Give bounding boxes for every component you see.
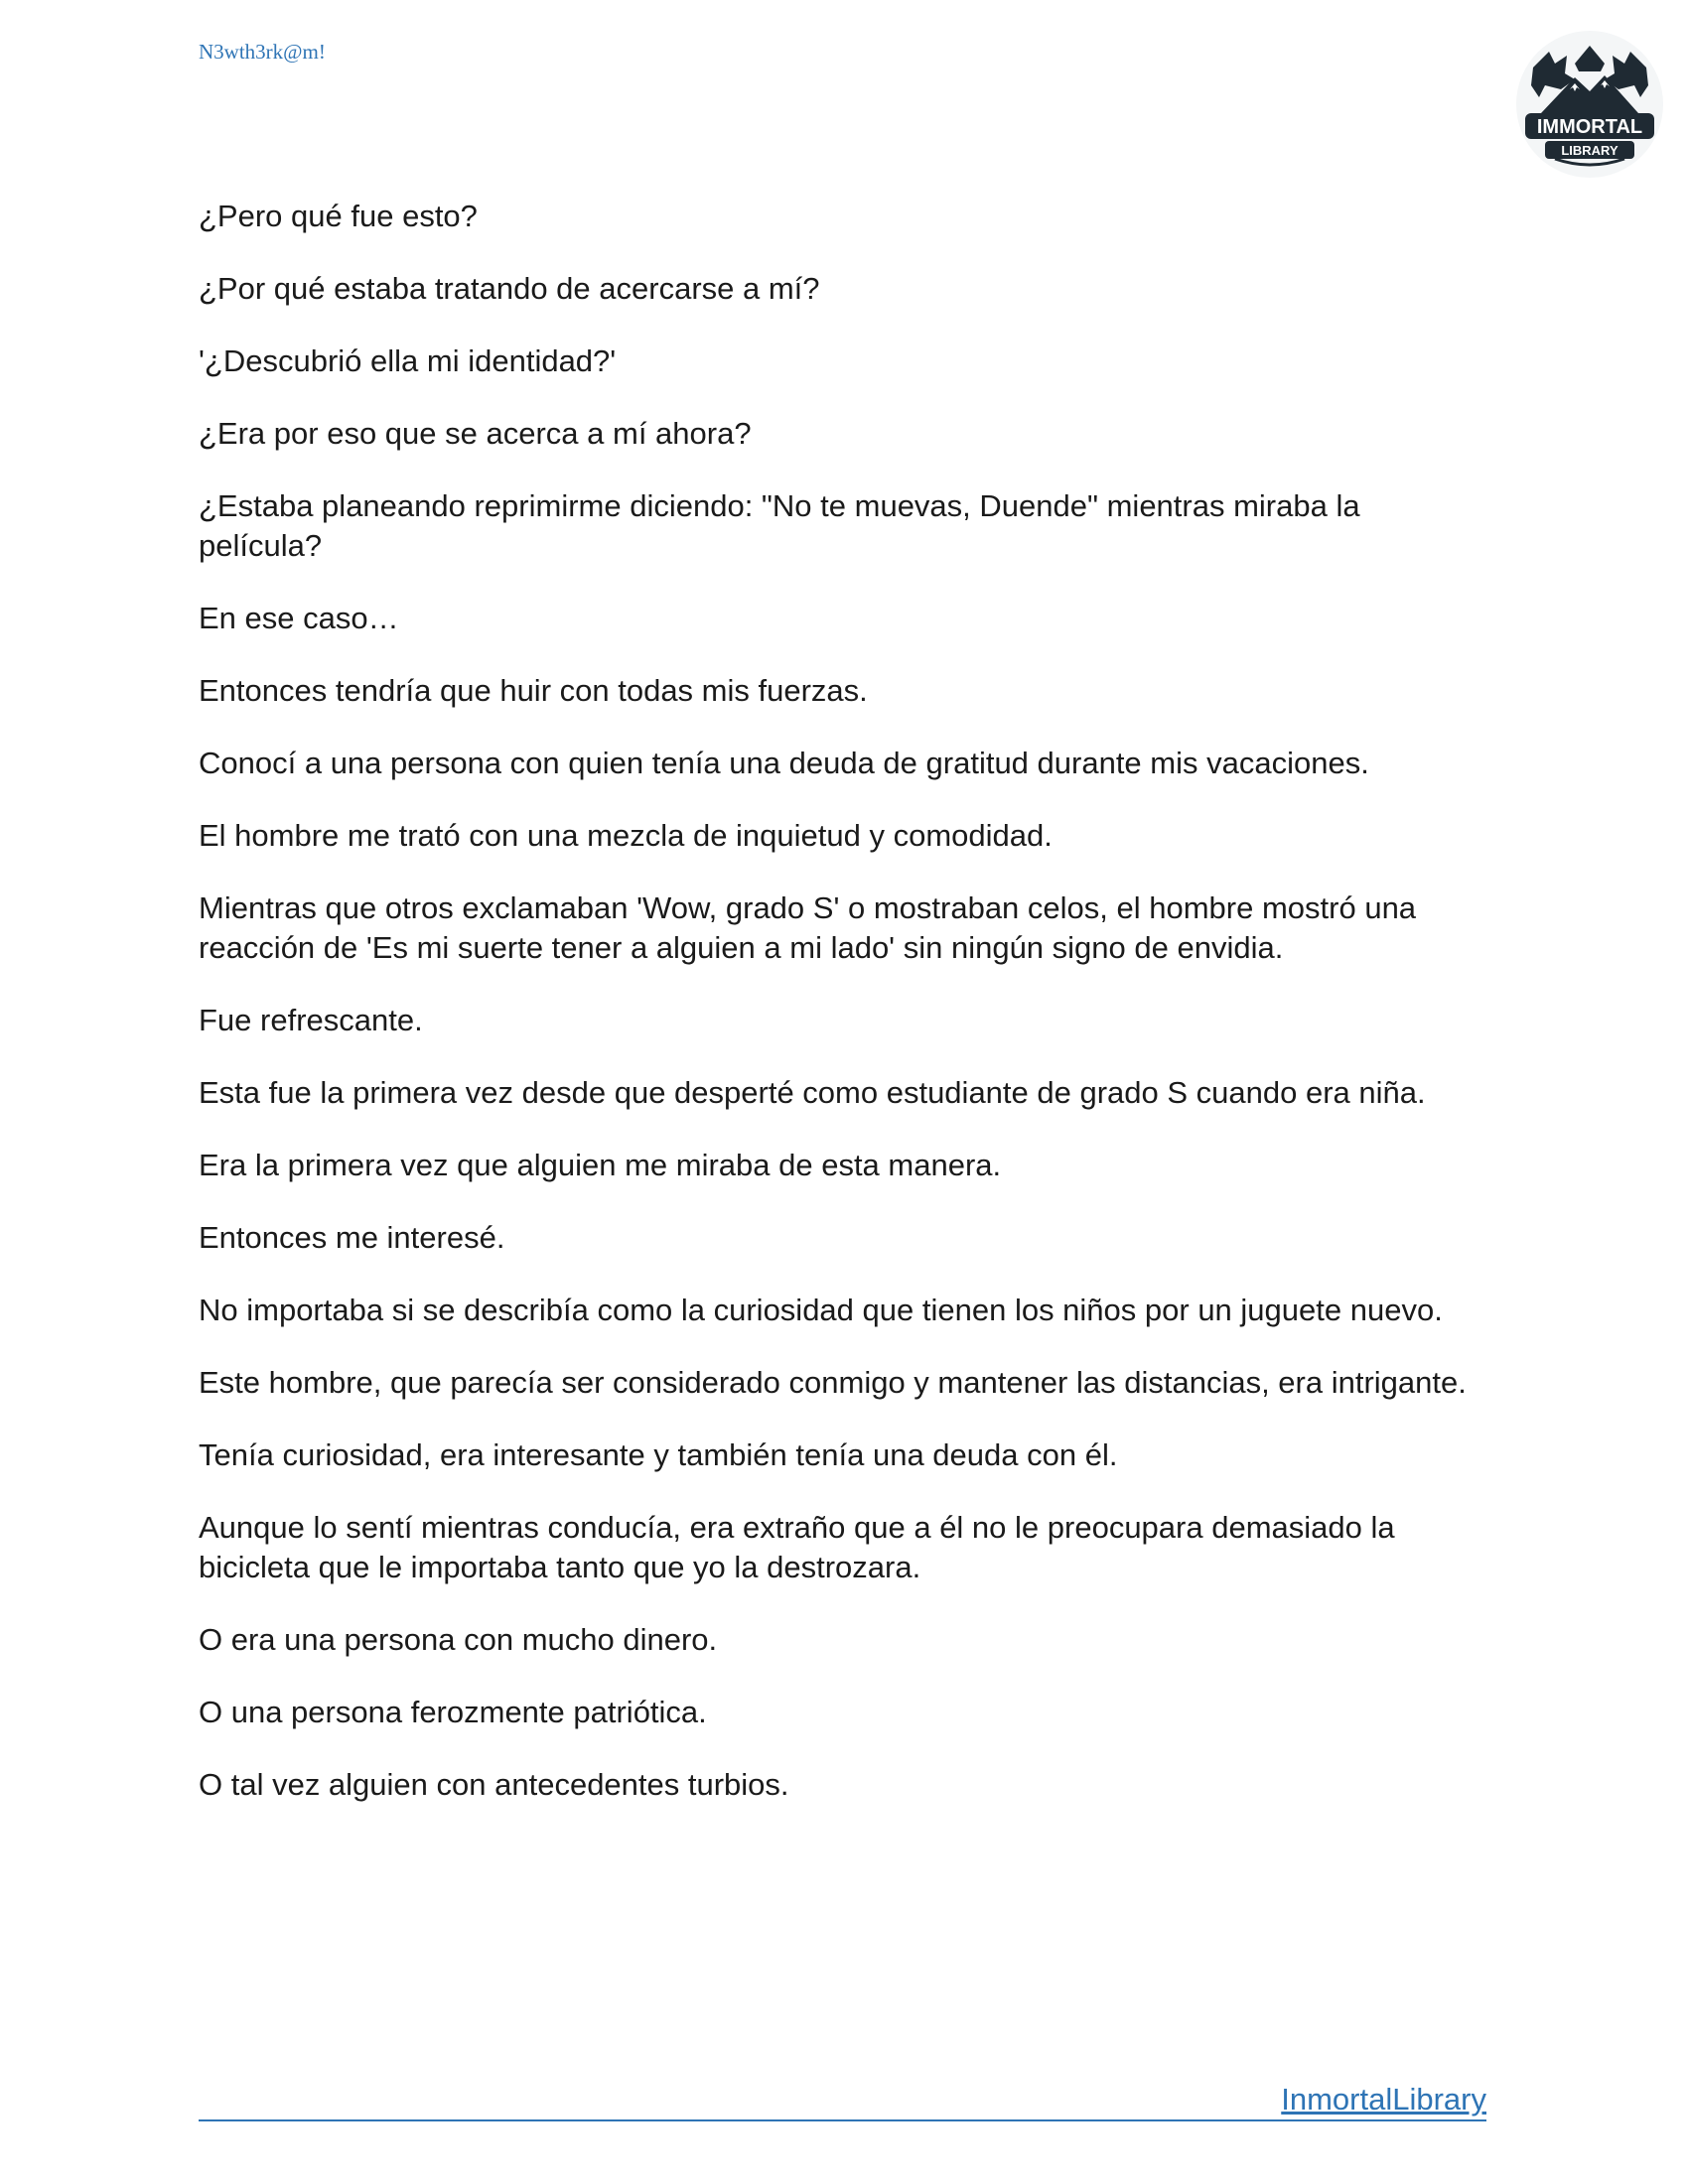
- paragraph: No importaba si se describía como la curiosidad que tienen los niños por un juguete nuevo.: [199, 1293, 1443, 1327]
- paragraph: Esta fue la primera vez desde que desperté como estudiante de grado S cuando era niña.: [199, 1075, 1426, 1110]
- paragraph: Era la primera vez que alguien me miraba de esta manera.: [199, 1148, 1002, 1182]
- paragraph: ¿Estaba planeando reprimirme diciendo: "No te muevas, Duende" mientras miraba la película?: [199, 488, 1360, 563]
- paragraph: Aunque lo sentí mientras conducía, era extraño que a él no le preocupara demasiado la bicicleta que le importaba tanto que yo la destrozara.: [199, 1510, 1395, 1584]
- footer: [199, 2082, 1486, 2121]
- logo-line1: IMMORTAL: [1536, 116, 1643, 138]
- header-watermark: N3wth3rk@m!: [199, 40, 326, 64]
- paragraph: O una persona ferozmente patriótica.: [199, 1695, 707, 1729]
- paragraph: Mientras que otros exclamaban 'Wow, grado S' o mostraban celos, el hombre mostró una reacción de 'Es mi suerte tener a alguien a mi lado' sin ningún signo de envidia.: [199, 890, 1417, 965]
- logo-line2: LIBRARY: [1561, 143, 1618, 158]
- paragraph: Conocí a una persona con quien tenía una deuda de gratitud durante mis vacaciones.: [199, 746, 1369, 780]
- paragraph: O era una persona con mucho dinero.: [199, 1622, 718, 1657]
- paragraph: Tenía curiosidad, era interesante y también tenía una deuda con él.: [199, 1437, 1118, 1472]
- chapter-body: [199, 197, 1489, 1838]
- paragraph: O tal vez alguien con antecedentes turbios.: [199, 1767, 789, 1802]
- paragraph: En ese caso…: [199, 601, 399, 635]
- paragraph: Entonces me interesé.: [199, 1220, 505, 1255]
- immortal-library-logo: [1515, 30, 1664, 179]
- paragraph: Fue refrescante.: [199, 1003, 423, 1037]
- paragraph: '¿Descubrió ella mi identidad?': [199, 343, 617, 378]
- paragraph: Este hombre, que parecía ser considerado conmigo y mantener las distancias, era intrigante.: [199, 1365, 1467, 1400]
- paragraph: Entonces tendría que huir con todas mis fuerzas.: [199, 673, 868, 708]
- paragraph: ¿Por qué estaba tratando de acercarse a mí?: [199, 271, 820, 306]
- paragraph: El hombre me trató con una mezcla de inquietud y comodidad.: [199, 818, 1053, 853]
- paragraph: ¿Pero qué fue esto?: [199, 199, 478, 233]
- footer-link[interactable]: InmortalLibrary: [1281, 2082, 1486, 2116]
- paragraph: ¿Era por eso que se acerca a mí ahora?: [199, 416, 752, 451]
